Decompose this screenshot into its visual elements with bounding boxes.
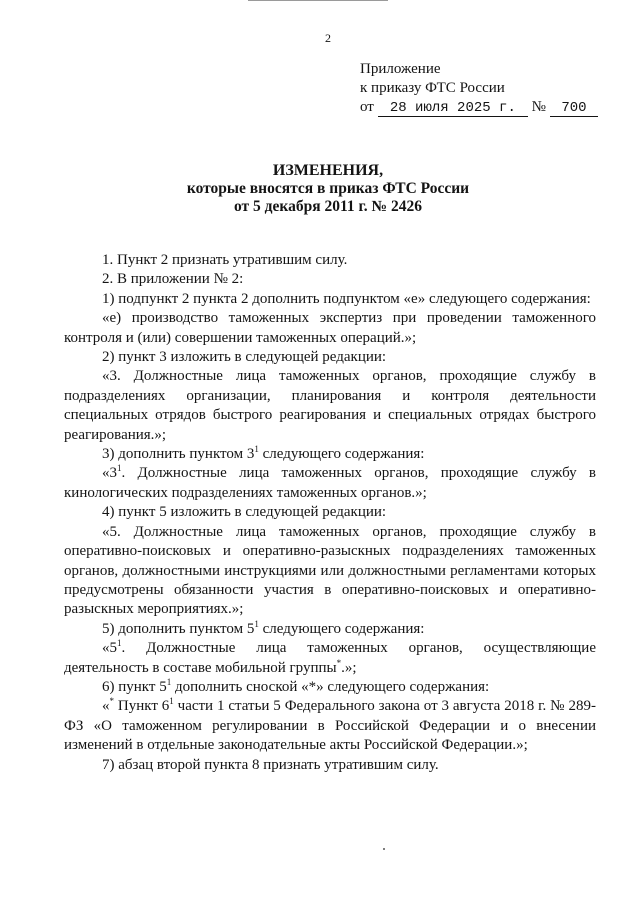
order-date: 28 июля 2025 г.: [378, 101, 528, 117]
item-2-5-text: «$5^1$. Должностные лица таможенных органов, осуществляющие деятельность в составе мобильной группы*.»;: [64, 638, 596, 676]
appendix-order-ref: к приказу ФТС России: [360, 80, 505, 96]
item-1: 1. Пункт 2 признать утратившим силу.: [102, 252, 348, 268]
item-2-4: 4) пункт 5 изложить в следующей редакции:: [102, 504, 387, 521]
appendix-header: [360, 60, 598, 117]
scan-speck: [383, 848, 385, 850]
appendix-label: Приложение: [360, 61, 441, 77]
top-divider-line: [248, 0, 388, 1]
title-subheading: которые вносятся в приказ ФТС России: [186, 180, 470, 197]
item-2-4-text: «5. Должностные лица таможенных органов, проходящие службу в оперативно-поисковых и оперативно-разыскных подразделениях таможенных органов, должностными инструкциями или должностными регламентами которых предусмотрены обязанности участия в оперативно-поисковых и оперативно-разыскных мероприятиях.»;: [64, 523, 596, 618]
item-2-1-text: «е) производство таможенных экспертиз при проведении таможенного контроля и (или) совершении таможенных операций.»;: [64, 310, 596, 346]
item-2-5: 5) дополнить пунктом $5^1$ следующего содержания:: [102, 618, 425, 637]
item-2-2-text: «3. Должностные лица таможенных органов, проходящие службу в подразделениях организации, планирования и контроля деятельности специальных отрядов быстрого реагирования и специальных отрядах быстрого реагирования.»;: [64, 368, 596, 443]
number-prefix: №: [531, 99, 546, 115]
title-heading: ИЗМЕНЕНИЯ,: [272, 162, 384, 179]
document-title: [0, 162, 640, 216]
document-body: [64, 251, 596, 775]
item-2-1: 1) подпункт 2 пункта 2 дополнить подпунктом «е» следующего содержания:: [102, 290, 591, 307]
item-2-7: 7) абзац второй пункта 8 признать утратившим силу.: [102, 756, 439, 773]
date-prefix: от: [360, 99, 374, 115]
item-2-2: 2) пункт 3 изложить в следующей редакции:: [102, 349, 387, 366]
item-2-6: 6) пункт $5^1$ дополнить сноской «*» следующего содержания:: [102, 676, 490, 695]
item-2: 2. В приложении № 2:: [102, 271, 244, 288]
order-number: 700: [550, 101, 598, 117]
item-2-3: 3) дополнить пунктом $3^1$ следующего содержания:: [102, 444, 425, 463]
page-number: 2: [325, 31, 331, 45]
title-order-ref: от 5 декабря 2011 г. № 2426: [234, 198, 422, 215]
item-2-6-text: «* Пункт $6^1$ части 1 статьи 5 Федерального закона от 3 августа 2018 г. № 289-ФЗ «О таможенном регулировании в Российской Федерации и о внесении изменений в отдельные законодательные акты Российской Федерации.»;: [64, 696, 596, 754]
appendix-date-line: [360, 98, 598, 117]
item-2-3-text: «$3^1$. Должностные лица таможенных органов, проходящие службу в кинологических подразделениях таможенных органов.»;: [64, 463, 596, 501]
